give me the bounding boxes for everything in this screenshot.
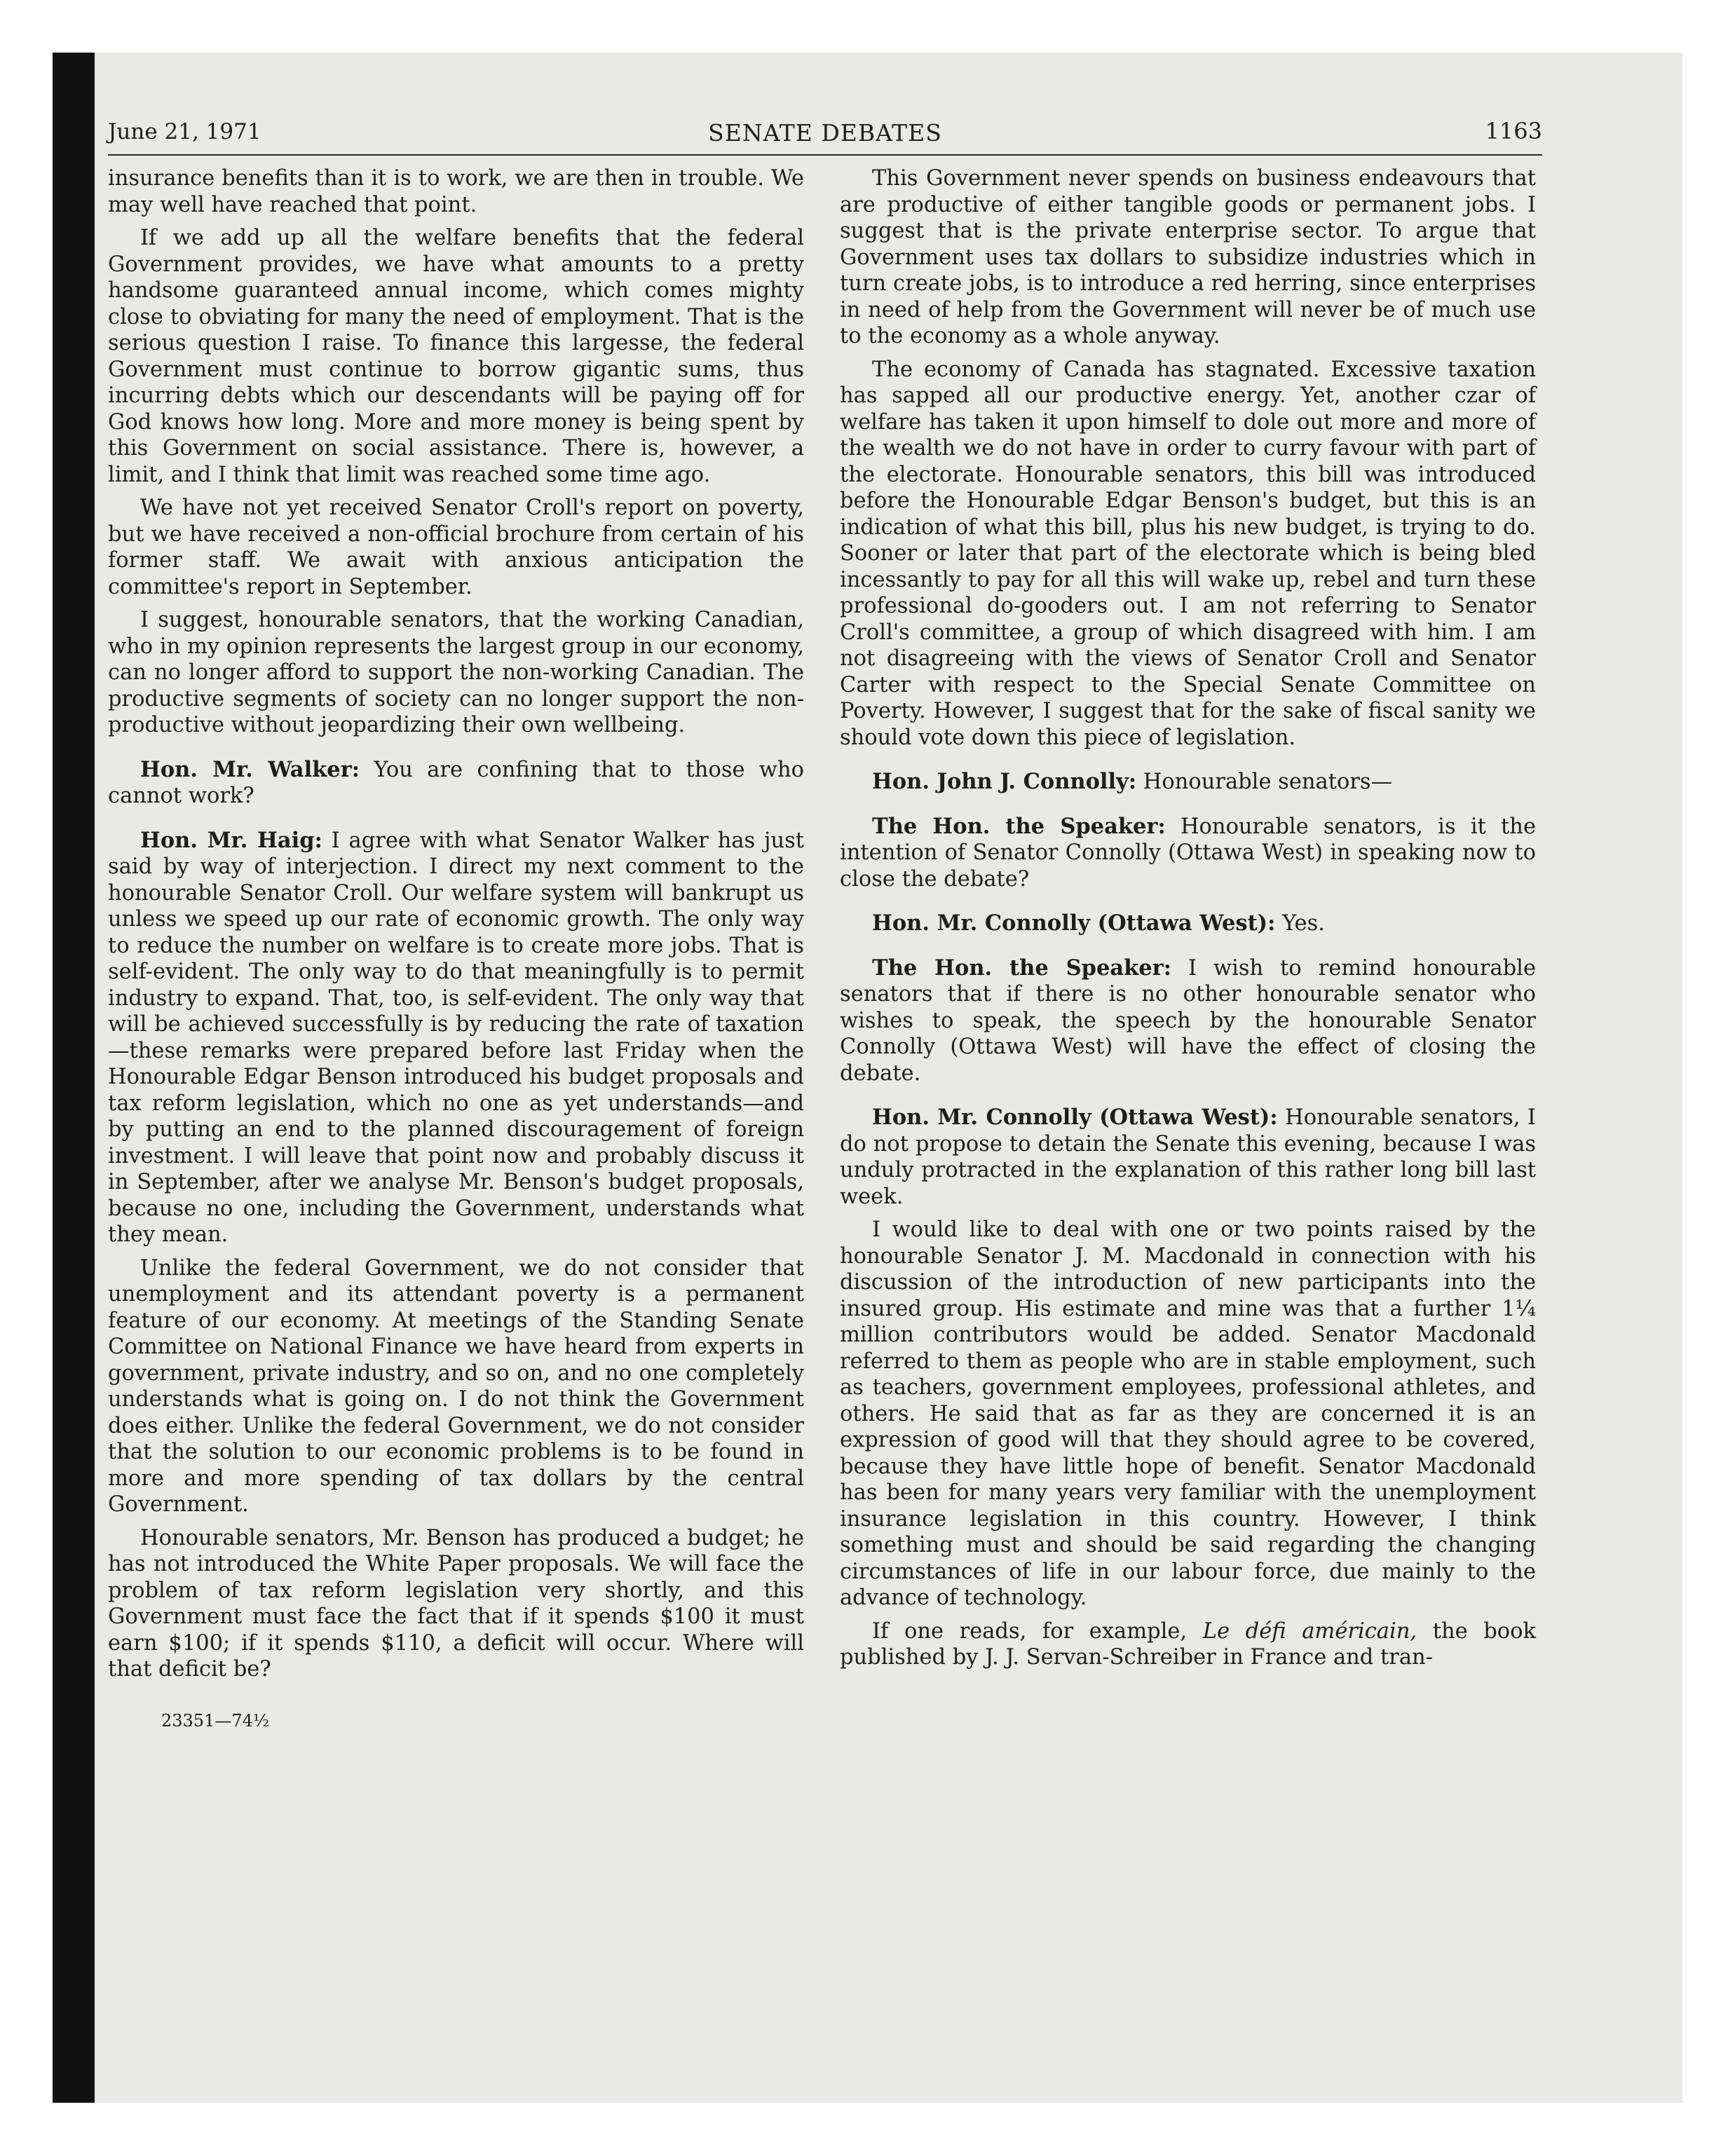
- text-run: the book published by J. J. Servan-Schreiber in France and tran-: [840, 1618, 1536, 1670]
- text-run: If one reads, for example,: [872, 1618, 1203, 1644]
- speech-text: I wish to remind honourable senators that if there is no other honourable senator who wishes to speak, the speech by the honourable Senator Connolly (Ottawa West) will have the effect of closing the debate.: [840, 955, 1536, 1086]
- printer-code: 23351—74½: [161, 1710, 270, 1731]
- paragraph: Honourable senators, Mr. Benson has produced a budget; he has not introduced the White Paper proposals. We will face the problem of tax reform legislation very shortly, and this Government must face the fact that if it spends $100 it must earn $100; if it spends $110, a deficit will occur. Where will that deficit be?: [108, 1525, 804, 1681]
- paragraph: If we add up all the welfare benefits that the federal Government provides, we have what amounts to a pretty handsome guaranteed annual income, which comes mighty close to obviating for many the need of employment. That is the serious question I raise. To finance this largesse, the federal Government must continue to borrow gigantic sums, thus incurring debts which our descendants will be paying off for God knows how long. More and more money is being spent by this Government on social assistance. There is, however, a limit, and I think that limit was reached some time ago.: [108, 226, 804, 487]
- paragraph: [840, 1618, 1536, 1671]
- header-rule: [108, 154, 1542, 156]
- book-title: Le défi américain,: [1202, 1618, 1417, 1644]
- speech-paragraph: [108, 828, 804, 1248]
- speaker-name: Hon. Mr. Walker:: [140, 756, 360, 782]
- speaker-name: The Hon. the Speaker:: [872, 955, 1172, 981]
- header-date: June 21, 1971: [108, 119, 261, 144]
- right-column: [840, 165, 1536, 1678]
- speech-paragraph: [840, 910, 1536, 937]
- speaker-name: Hon. John J. Connolly:: [872, 769, 1137, 794]
- speech-paragraph: [840, 955, 1536, 1087]
- binding-edge: [53, 53, 95, 2103]
- speech-text: Honourable senators, I do not propose to detain the Senate this evening, because I was unduly protracted in the explanation of this rather long bill last week.: [840, 1105, 1536, 1209]
- speech-text: I agree with what Senator Walker has just said by way of interjection. I direct my next comment to the honourable Senator Croll. Our welfare system will bankrupt us unless we speed up our rate of economic growth. The only way to reduce the number on welfare is to create more jobs. That is self-evident. The only way to do that meaningfully is to permit industry to expand. That, too, is self-evident. The only way that will be achieved successfully is by reducing the rate of taxation—these remarks were prepared before last Friday when the Honourable Edgar Benson introduced his budget proposals and tax reform legislation, which no one as yet understands—and by putting an end to the planned discouragement of foreign investment. I will leave that point now and probably discuss it in September, after we analyse Mr. Benson's budget proposals, because no one, including the Government, understands what they mean.: [108, 828, 804, 1247]
- speech-paragraph: [840, 1105, 1536, 1210]
- speech-text: Honourable senators, is it the intention of Senator Connolly (Ottawa West) in speaking now to close the debate?: [840, 814, 1537, 892]
- header-title: SENATE DEBATES: [708, 119, 942, 146]
- speaker-name: Hon. Mr. Haig:: [140, 827, 322, 853]
- speaker-name: Hon. Mr. Connolly (Ottawa West):: [872, 1105, 1278, 1130]
- paragraph: insurance benefits than it is to work, we are then in trouble. We may well have reached that point.: [108, 166, 804, 217]
- paragraph: We have not yet received Senator Croll's report on poverty, but we have received a non-official brochure from certain of his former staff. We await with anxious anticipation the committee's report in September.: [108, 496, 804, 599]
- speaker-name: Hon. Mr. Connolly (Ottawa West):: [872, 910, 1276, 936]
- paragraph: This Government never spends on business endeavours that are productive of either tangible goods or permanent jobs. I suggest that is the private enterprise sector. To argue that Government uses tax dollars to subsidize industries which in turn create jobs, is to introduce a red herring, since enterprises in need of help from the Government will never be of much use to the economy as a whole anyway.: [840, 166, 1536, 348]
- speech-paragraph: [108, 757, 804, 810]
- speech-text: You are confining that to those who cannot work?: [108, 757, 805, 808]
- page-header: [108, 70, 1542, 154]
- speech-paragraph: [840, 814, 1536, 893]
- speech-text: Yes.: [1275, 911, 1325, 936]
- speaker-name: The Hon. the Speaker:: [872, 813, 1166, 839]
- paragraph: Unlike the federal Government, we do not consider that unemployment and its attendant poverty is a permanent feature of our economy. At meetings of the Standing Senate Committee on National Finance we have heard from experts in government, private industry, and so on, and no one completely understands what is going on. I do not think the Government does either. Unlike the federal Government, we do not consider that the solution to our economic problems is to be found in more and more spending of tax dollars by the central Government.: [108, 1255, 804, 1517]
- header-page-number: 1163: [1485, 118, 1542, 144]
- left-column: [108, 165, 804, 1741]
- speech-text: Honourable senators—: [1136, 770, 1393, 794]
- speech-paragraph: [840, 769, 1536, 796]
- paragraph: The economy of Canada has stagnated. Excessive taxation has sapped all our productive energy. Yet, another czar of welfare has taken it upon himself to dole out more and more of the wealth we do not have in order to curry favour with part of the electorate. Honourable senators, this bill was introduced before the Honourable Edgar Benson's budget, but this is an indication of what this bill, plus his new budget, is trying to do. Sooner or later that part of the electorate which is being bled incessantly to pay for all this will wake up, rebel and turn these professional do-gooders out. I am not referring to Senator Croll's committee, a group of which disagreed with him. I am not disagreeing with the views of Senator Croll and Senator Carter with respect to the Special Senate Committee on Poverty. However, I suggest that for the sake of fiscal sanity we should vote down this piece of legislation.: [840, 357, 1536, 750]
- paragraph: I suggest, honourable senators, that the working Canadian, who in my opinion represents the largest group in our economy, can no longer afford to support the non-working Canadian. The productive segments of society can no longer support the non-productive without jeopardizing their own wellbeing.: [108, 608, 804, 737]
- paragraph: I would like to deal with one or two points raised by the honourable Senator J. M. Macdonald in connection with his discussion of the introduction of new participants into the insured group. His estimate and mine was that a further 1¼ million contributors would be added. Senator Macdonald referred to them as people who are in stable employment, such as teachers, government employees, professional athletes, and others. He said that as far as they are concerned it is an expression of good will that they should agree to be covered, because they have little hope of benefit. Senator Macdonald has been for many years very familiar with the unemployment insurance legislation in this country. However, I think something must and should be said regarding the changing circumstances of life in our labour force, due mainly to the advance of technology.: [840, 1217, 1536, 1610]
